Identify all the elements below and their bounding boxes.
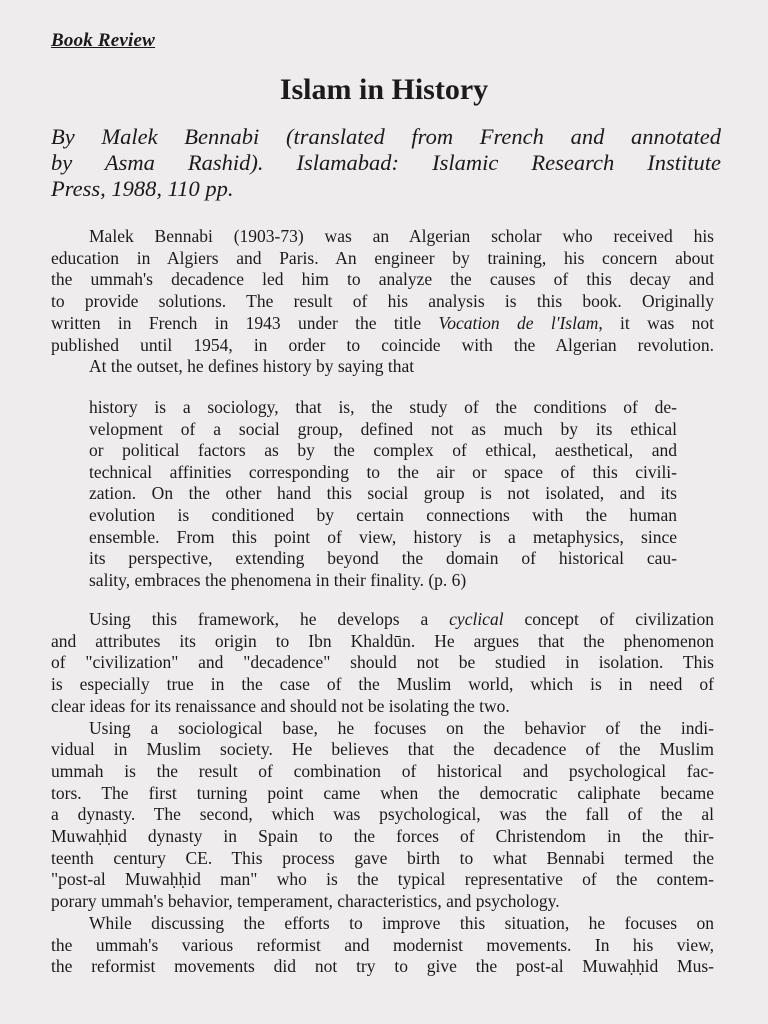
text-run: written in French in 1943 under the title xyxy=(51,312,439,333)
paragraph-line: to provide solutions. The result of his analysis is this book. Originally xyxy=(51,291,714,312)
text-run: , it was not xyxy=(598,312,714,333)
paragraph-line: of "civilization" and "decadence" should not be studied in isolation. This xyxy=(51,652,714,673)
paragraph-line: is especially true in the case of the Muslim world, which is in need of xyxy=(51,674,714,695)
section-label: Book Review xyxy=(51,30,156,51)
paragraph-line: Using a sociological base, he focuses on the behavior of the indi- xyxy=(89,717,714,738)
paragraph-body xyxy=(51,609,714,978)
paragraph-line: tors. The first turning point came when the democratic caliphate became xyxy=(51,782,714,803)
paragraph-line: and attributes its origin to Ibn Khaldūn. He argues that the phenomenon xyxy=(51,630,714,651)
quote-line: ensemble. From this point of view, history is a metaphysics, since xyxy=(89,526,677,547)
text-run: Using this framework, he develops a xyxy=(89,609,450,629)
paragraph-line: While discussing the efforts to improve this situation, he focuses on xyxy=(89,912,714,933)
quote-line: evolution is conditioned by certain connections with the human xyxy=(89,504,677,525)
quote-line: its perspective, extending beyond the domain of historical cau- xyxy=(89,548,677,569)
paragraph-line: the ummah's various reformist and modernist movements. In his view, xyxy=(51,934,714,955)
quote-line: zation. On the other hand this social group is not isolated, and its xyxy=(89,483,677,504)
paragraph-line: the ummah's decadence led him to analyze the causes of this decay and xyxy=(51,269,714,290)
citation-line: By Malek Bennabi (translated from French and annotated xyxy=(51,124,721,149)
paragraph-line: ummah is the result of combination of historical and psychological fac- xyxy=(51,760,714,781)
paragraph-line: a dynasty. The second, which was psychological, was the fall of the al xyxy=(51,804,714,825)
article-title: Islam in History xyxy=(279,73,489,106)
paragraph-line: Malek Bennabi (1903-73) was an Algerian scholar who received his xyxy=(89,226,714,246)
quote-line: history is a sociology, that is, the study of the conditions of de- xyxy=(89,397,677,417)
quote-line: technical affinities corresponding to the air or space of this civili- xyxy=(89,461,677,482)
paragraph-line: clear ideas for its renaissance and should not be isolating the two. xyxy=(51,695,510,716)
paragraph-intro xyxy=(51,226,714,378)
paragraph-line: teenth century CE. This process gave birth to what Bennabi termed the xyxy=(51,847,714,868)
quote-line: sality, embraces the phenomena in their finality. (p. 6) xyxy=(89,569,467,590)
paragraph-line: published until 1954, in order to coincide with the Algerian revolution. xyxy=(51,334,714,355)
paragraph-line: "post-al Muwaḥḥid man" who is the typical representative of the contem- xyxy=(51,869,714,890)
paragraph-line xyxy=(51,313,714,335)
block-quote xyxy=(89,397,677,591)
emphasis-text: cyclical xyxy=(449,609,504,629)
quote-line: or political factors as by the complex of ethical, aesthetical, and xyxy=(89,440,677,461)
text-run: concept of civilization xyxy=(503,609,714,629)
paragraph-line: At the outset, he defines history by saying that xyxy=(89,356,415,377)
paragraph-line xyxy=(51,609,714,631)
paragraph-line: porary ummah's behavior, temperament, characteristics, and psychology. xyxy=(51,891,560,912)
paragraph-line: education in Algiers and Paris. An engineer by training, his concern about xyxy=(51,247,714,268)
book-original-title: Vocation de l'Islam xyxy=(438,312,599,333)
paragraph-line: vidual in Muslim society. He believes that the decadence of the Muslim xyxy=(51,739,714,760)
citation-line: Press, 1988, 110 pp. xyxy=(51,176,234,201)
paragraph-line: Muwaḥḥid dynasty in Spain to the forces of Christendom in the thir- xyxy=(51,826,714,847)
paragraph-line: the reformist movements did not try to give the post-al Muwaḥḥid Mus- xyxy=(51,956,714,977)
citation-line: by Asma Rashid). Islamabad: Islamic Research Institute xyxy=(51,150,721,175)
book-citation xyxy=(51,124,721,202)
quote-line: velopment of a social group, defined not as much by its ethical xyxy=(89,418,677,439)
